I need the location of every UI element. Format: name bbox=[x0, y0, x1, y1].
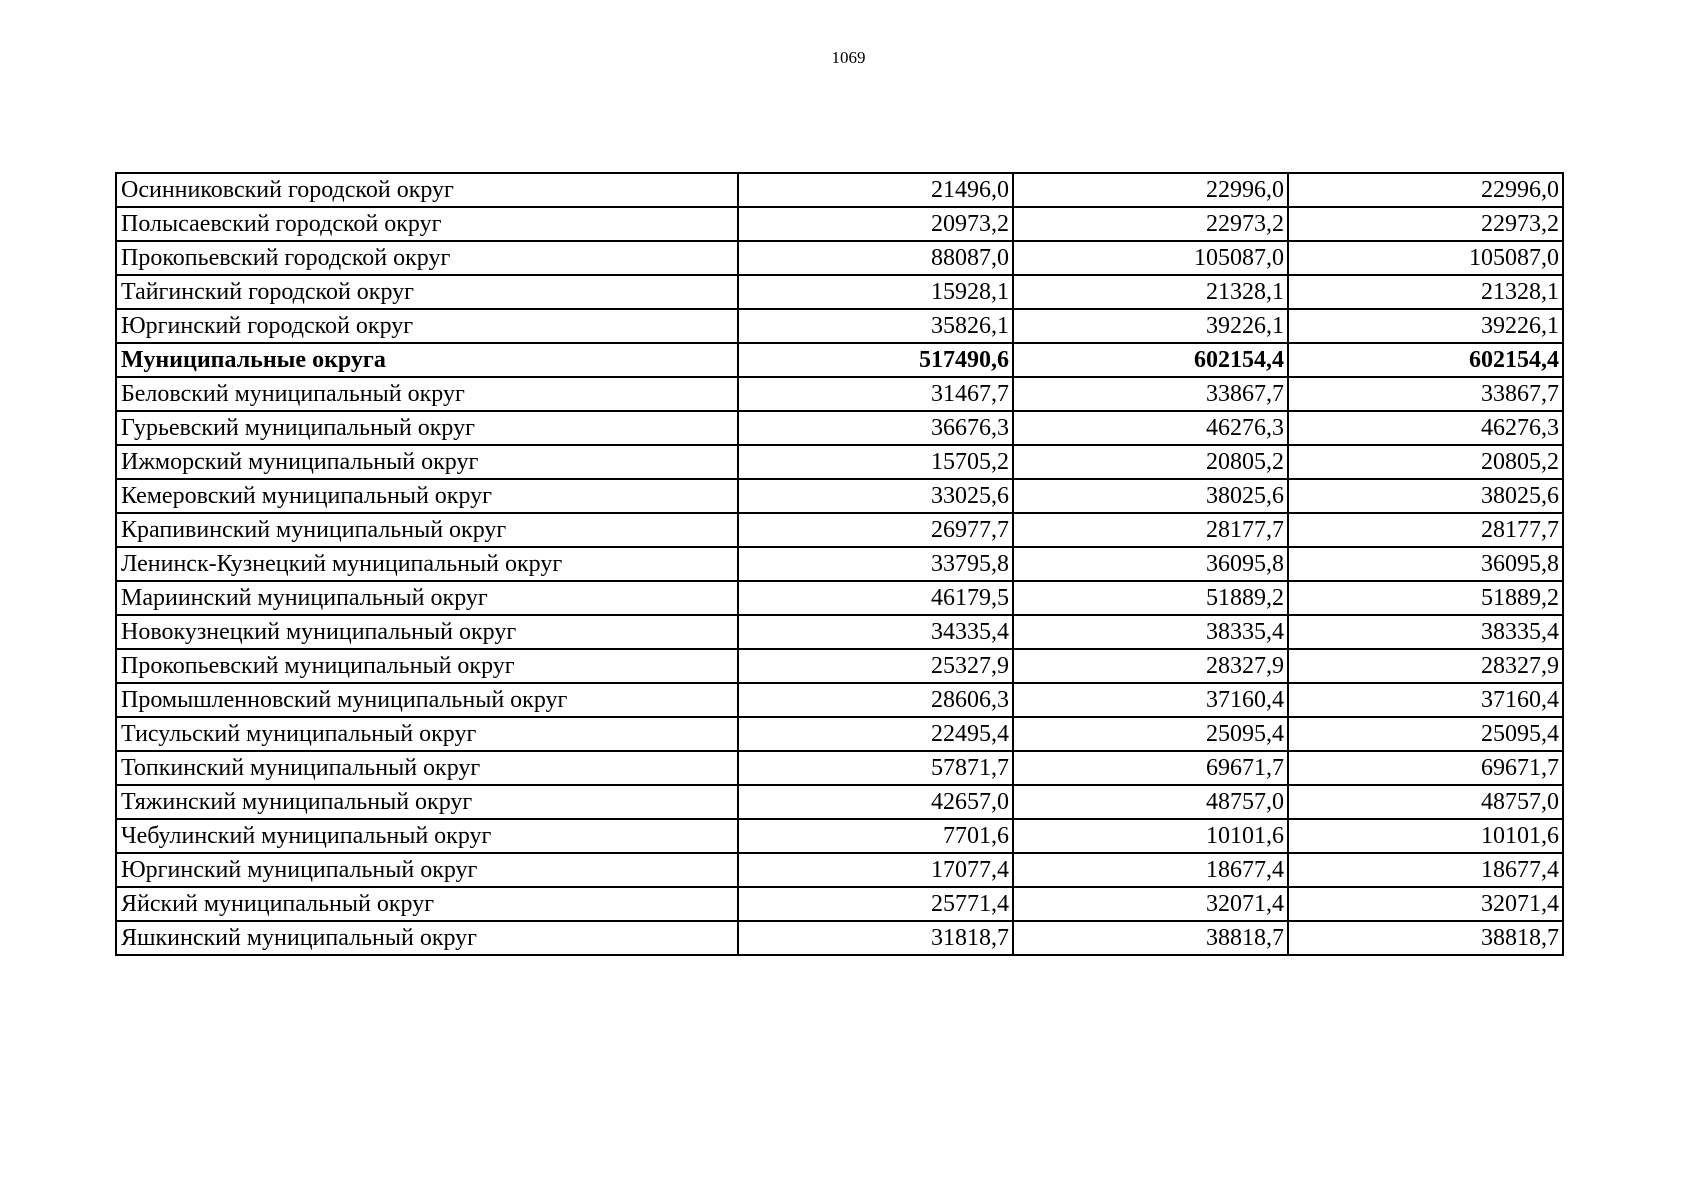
cell-value-1: 57871,7 bbox=[738, 751, 1013, 785]
cell-value-3: 105087,0 bbox=[1288, 241, 1563, 275]
cell-value-1: 15705,2 bbox=[738, 445, 1013, 479]
cell-value-2: 28327,9 bbox=[1013, 649, 1288, 683]
cell-municipality-name: Кемеровский муниципальный округ bbox=[116, 479, 738, 513]
cell-value-3: 602154,4 bbox=[1288, 343, 1563, 377]
cell-value-2: 37160,4 bbox=[1013, 683, 1288, 717]
cell-value-3: 22973,2 bbox=[1288, 207, 1563, 241]
cell-municipality-name: Ленинск-Кузнецкий муниципальный округ bbox=[116, 547, 738, 581]
cell-value-2: 32071,4 bbox=[1013, 887, 1288, 921]
cell-value-3: 39226,1 bbox=[1288, 309, 1563, 343]
cell-municipality-name: Яшкинский муниципальный округ bbox=[116, 921, 738, 955]
cell-municipality-name: Мариинский муниципальный округ bbox=[116, 581, 738, 615]
table-row bbox=[116, 649, 1563, 683]
budget-table-body bbox=[116, 173, 1563, 955]
cell-value-1: 26977,7 bbox=[738, 513, 1013, 547]
cell-value-2: 21328,1 bbox=[1013, 275, 1288, 309]
cell-value-2: 22996,0 bbox=[1013, 173, 1288, 207]
cell-value-2: 22973,2 bbox=[1013, 207, 1288, 241]
cell-value-1: 34335,4 bbox=[738, 615, 1013, 649]
cell-municipality-name: Юргинский городской округ bbox=[116, 309, 738, 343]
table-row bbox=[116, 887, 1563, 921]
cell-municipality-name: Гурьевский муниципальный округ bbox=[116, 411, 738, 445]
cell-value-2: 105087,0 bbox=[1013, 241, 1288, 275]
cell-value-3: 32071,4 bbox=[1288, 887, 1563, 921]
cell-value-2: 20805,2 bbox=[1013, 445, 1288, 479]
cell-value-1: 46179,5 bbox=[738, 581, 1013, 615]
cell-value-1: 31467,7 bbox=[738, 377, 1013, 411]
cell-municipality-name: Промышленновский муниципальный округ bbox=[116, 683, 738, 717]
table-row bbox=[116, 241, 1563, 275]
table-row bbox=[116, 275, 1563, 309]
cell-value-2: 10101,6 bbox=[1013, 819, 1288, 853]
cell-municipality-name: Тяжинский муниципальный округ bbox=[116, 785, 738, 819]
cell-value-1: 22495,4 bbox=[738, 717, 1013, 751]
cell-municipality-name: Прокопьевский городской округ bbox=[116, 241, 738, 275]
cell-value-1: 35826,1 bbox=[738, 309, 1013, 343]
cell-value-3: 25095,4 bbox=[1288, 717, 1563, 751]
cell-value-1: 517490,6 bbox=[738, 343, 1013, 377]
cell-value-3: 22996,0 bbox=[1288, 173, 1563, 207]
cell-value-3: 20805,2 bbox=[1288, 445, 1563, 479]
cell-value-2: 36095,8 bbox=[1013, 547, 1288, 581]
cell-value-2: 46276,3 bbox=[1013, 411, 1288, 445]
cell-value-3: 21328,1 bbox=[1288, 275, 1563, 309]
table-row bbox=[116, 581, 1563, 615]
cell-value-3: 46276,3 bbox=[1288, 411, 1563, 445]
cell-municipality-name: Тайгинский городской округ bbox=[116, 275, 738, 309]
table-row bbox=[116, 615, 1563, 649]
cell-municipality-name: Яйский муниципальный округ bbox=[116, 887, 738, 921]
subtotal-row bbox=[116, 343, 1563, 377]
table-row bbox=[116, 479, 1563, 513]
cell-value-3: 18677,4 bbox=[1288, 853, 1563, 887]
cell-value-2: 25095,4 bbox=[1013, 717, 1288, 751]
table-row bbox=[116, 445, 1563, 479]
cell-value-1: 15928,1 bbox=[738, 275, 1013, 309]
cell-value-3: 28327,9 bbox=[1288, 649, 1563, 683]
cell-municipality-name: Осинниковский городской округ bbox=[116, 173, 738, 207]
budget-table bbox=[115, 172, 1564, 956]
cell-value-1: 36676,3 bbox=[738, 411, 1013, 445]
cell-value-3: 38025,6 bbox=[1288, 479, 1563, 513]
table-row bbox=[116, 513, 1563, 547]
cell-municipality-name: Беловский муниципальный округ bbox=[116, 377, 738, 411]
cell-value-3: 51889,2 bbox=[1288, 581, 1563, 615]
cell-value-1: 42657,0 bbox=[738, 785, 1013, 819]
table-row bbox=[116, 309, 1563, 343]
page-number: 1069 bbox=[831, 48, 866, 67]
table-row bbox=[116, 819, 1563, 853]
cell-municipality-name: Новокузнецкий муниципальный округ bbox=[116, 615, 738, 649]
cell-value-2: 602154,4 bbox=[1013, 343, 1288, 377]
cell-value-2: 48757,0 bbox=[1013, 785, 1288, 819]
cell-value-1: 33025,6 bbox=[738, 479, 1013, 513]
cell-value-2: 33867,7 bbox=[1013, 377, 1288, 411]
cell-value-2: 69671,7 bbox=[1013, 751, 1288, 785]
table-row bbox=[116, 377, 1563, 411]
cell-value-2: 38335,4 bbox=[1013, 615, 1288, 649]
table-row bbox=[116, 751, 1563, 785]
table-row bbox=[116, 921, 1563, 955]
cell-value-2: 51889,2 bbox=[1013, 581, 1288, 615]
cell-municipality-name: Топкинский муниципальный округ bbox=[116, 751, 738, 785]
cell-value-1: 7701,6 bbox=[738, 819, 1013, 853]
table-row bbox=[116, 717, 1563, 751]
table-row bbox=[116, 411, 1563, 445]
cell-value-1: 33795,8 bbox=[738, 547, 1013, 581]
cell-value-3: 38335,4 bbox=[1288, 615, 1563, 649]
table-row bbox=[116, 853, 1563, 887]
cell-municipality-name: Крапивинский муниципальный округ bbox=[116, 513, 738, 547]
table-row bbox=[116, 785, 1563, 819]
cell-value-3: 48757,0 bbox=[1288, 785, 1563, 819]
cell-value-2: 28177,7 bbox=[1013, 513, 1288, 547]
cell-municipality-name: Муниципальные округа bbox=[116, 343, 738, 377]
table-row bbox=[116, 547, 1563, 581]
cell-municipality-name: Ижморский муниципальный округ bbox=[116, 445, 738, 479]
cell-value-1: 28606,3 bbox=[738, 683, 1013, 717]
table-row bbox=[116, 173, 1563, 207]
cell-value-1: 17077,4 bbox=[738, 853, 1013, 887]
cell-value-1: 88087,0 bbox=[738, 241, 1013, 275]
cell-value-2: 38818,7 bbox=[1013, 921, 1288, 955]
cell-municipality-name: Прокопьевский муниципальный округ bbox=[116, 649, 738, 683]
cell-value-3: 37160,4 bbox=[1288, 683, 1563, 717]
cell-value-3: 38818,7 bbox=[1288, 921, 1563, 955]
cell-value-3: 33867,7 bbox=[1288, 377, 1563, 411]
cell-value-1: 20973,2 bbox=[738, 207, 1013, 241]
cell-value-1: 21496,0 bbox=[738, 173, 1013, 207]
cell-value-1: 25771,4 bbox=[738, 887, 1013, 921]
table-row bbox=[116, 207, 1563, 241]
cell-value-2: 18677,4 bbox=[1013, 853, 1288, 887]
cell-value-3: 10101,6 bbox=[1288, 819, 1563, 853]
cell-municipality-name: Полысаевский городской округ bbox=[116, 207, 738, 241]
cell-value-2: 38025,6 bbox=[1013, 479, 1288, 513]
cell-municipality-name: Чебулинский муниципальный округ bbox=[116, 819, 738, 853]
cell-value-1: 25327,9 bbox=[738, 649, 1013, 683]
cell-municipality-name: Юргинский муниципальный округ bbox=[116, 853, 738, 887]
cell-value-3: 36095,8 bbox=[1288, 547, 1563, 581]
cell-value-3: 69671,7 bbox=[1288, 751, 1563, 785]
cell-value-1: 31818,7 bbox=[738, 921, 1013, 955]
cell-value-2: 39226,1 bbox=[1013, 309, 1288, 343]
cell-value-3: 28177,7 bbox=[1288, 513, 1563, 547]
table-row bbox=[116, 683, 1563, 717]
cell-municipality-name: Тисульский муниципальный округ bbox=[116, 717, 738, 751]
